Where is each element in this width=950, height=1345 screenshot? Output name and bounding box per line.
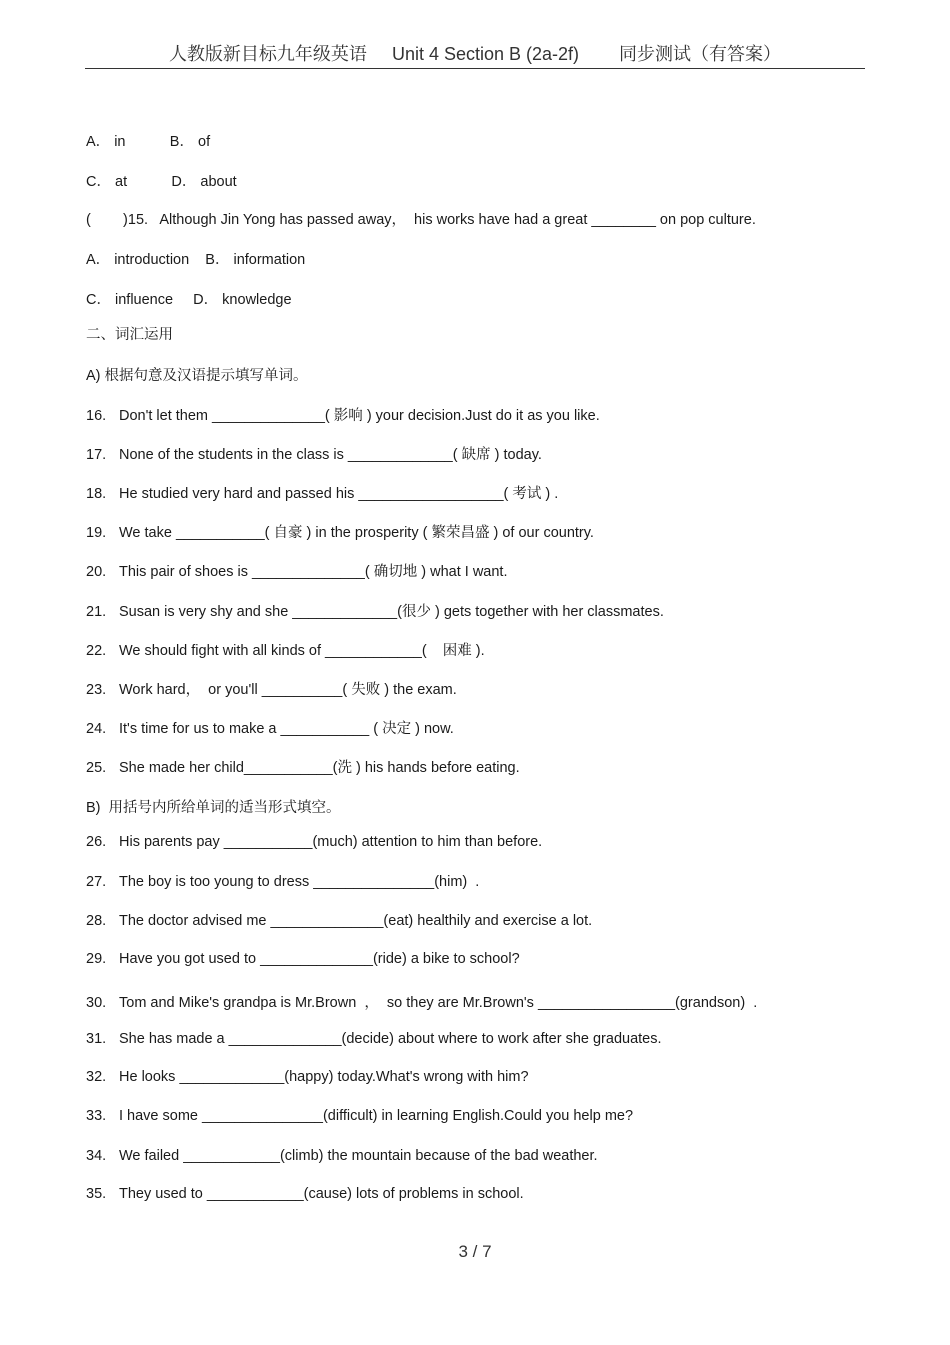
line-text: Work hard， or you'll __________( 失败 ) the exam. [119, 682, 457, 698]
text-line [86, 323, 173, 344]
text-line [86, 796, 341, 817]
question-item [86, 521, 594, 542]
line-text: We take ___________( 自豪 ) in the prosperity ( 繁荣昌盛 ) of our country. [119, 525, 594, 541]
question-item [86, 560, 507, 581]
question-number: 20. [86, 564, 107, 580]
question-number: 19. [86, 525, 107, 541]
question-item [86, 1108, 633, 1124]
question-number: 33. [86, 1108, 107, 1124]
question-number: 27. [86, 874, 107, 890]
question-number: 21. [86, 604, 107, 620]
text-line [86, 170, 237, 191]
question-number: 18. [86, 486, 107, 502]
question-item [86, 1069, 529, 1085]
question-number: 16. [86, 408, 107, 424]
question-number: 25. [86, 760, 107, 776]
question-item [86, 1031, 662, 1047]
question-item [86, 717, 454, 738]
question-number: 24. [86, 721, 107, 737]
question-item [86, 639, 485, 660]
line-text: They used to ____________(cause) lots of problems in school. [119, 1186, 524, 1202]
line-text: 二、词汇运用 [86, 327, 173, 343]
line-text: A． introduction B． information [86, 252, 306, 268]
question-number: 29. [86, 951, 107, 967]
question-item [86, 951, 520, 967]
question-number: 26. [86, 834, 107, 850]
line-text: She has made a ______________(decide) about where to work after she graduates. [119, 1031, 662, 1047]
line-text: C． influence D． knowledge [86, 292, 292, 308]
line-text: The doctor advised me ______________(eat) healthily and exercise a lot. [119, 913, 593, 929]
line-text: Susan is very shy and she _____________(很少 ) gets together with her classmates. [119, 604, 664, 620]
line-text: C． at D． about [86, 174, 237, 190]
question-item [86, 600, 664, 621]
text-line [86, 364, 308, 385]
question-item [86, 991, 757, 1012]
line-text: The boy is too young to dress _______________(him) . [119, 874, 480, 890]
question-number: 31. [86, 1031, 107, 1047]
text-line [86, 288, 292, 309]
header-title: 人教版新目标九年级英语 Unit 4 Section B (2a-2f) 同步测试（有答案） [168, 44, 782, 64]
line-text: A) 根据句意及汉语提示填写单词。 [86, 368, 308, 384]
line-text: None of the students in the class is _____________( 缺席 ) today. [119, 447, 542, 463]
question-number: 34. [86, 1148, 107, 1164]
line-text: He looks _____________(happy) today.What's wrong with him? [119, 1069, 529, 1085]
line-text: She made her child___________(洗 ) his hands before eating. [119, 760, 520, 776]
question-number: 22. [86, 643, 107, 659]
line-text: We failed ____________(climb) the mountain because of the bad weather. [119, 1148, 598, 1164]
text-line [86, 208, 756, 229]
question-item [86, 874, 479, 890]
line-text: He studied very hard and passed his __________________( 考试 ) . [119, 486, 559, 502]
line-text: It's time for us to make a ___________ ( 决定 ) now. [119, 721, 454, 737]
line-text: Tom and Mike's grandpa is Mr.Brown ， so they are Mr.Brown's _________________(grandson) . [119, 995, 758, 1011]
line-text: A． in B． of [86, 134, 211, 150]
question-item [86, 1148, 598, 1164]
question-number: 17. [86, 447, 107, 463]
page-number: 3 / 7 [458, 1242, 492, 1261]
line-text: His parents pay ___________(much) attention to him than before. [119, 834, 543, 850]
question-number: 32. [86, 1069, 107, 1085]
question-item [86, 443, 542, 464]
question-item [86, 404, 600, 425]
question-number: 28. [86, 913, 107, 929]
line-text: We should fight with all kinds of ____________( 困难 ). [119, 643, 485, 659]
question-number: 23. [86, 682, 107, 698]
question-item [86, 678, 457, 699]
line-text: ( )15. Although Jin Yong has passed away， his works have had a great ________ on pop culture. [86, 212, 756, 228]
question-item [86, 913, 592, 929]
line-text: B) 用括号内所给单词的适当形式填空。 [86, 800, 341, 816]
question-item [86, 834, 542, 850]
line-text: This pair of shoes is ______________( 确切地 ) what I want. [119, 564, 508, 580]
question-item [86, 482, 558, 503]
text-line [86, 248, 305, 269]
line-text: Don't let them ______________( 影响 ) your decision.Just do it as you like. [119, 408, 600, 424]
question-number: 35. [86, 1186, 107, 1202]
page-header [85, 38, 865, 69]
question-number: 30. [86, 995, 107, 1011]
question-item [86, 756, 520, 777]
question-item [86, 1186, 524, 1202]
text-line [86, 130, 210, 151]
line-text: I have some _______________(difficult) in learning English.Could you help me? [119, 1108, 634, 1124]
line-text: Have you got used to ______________(ride) a bike to school? [119, 951, 520, 967]
